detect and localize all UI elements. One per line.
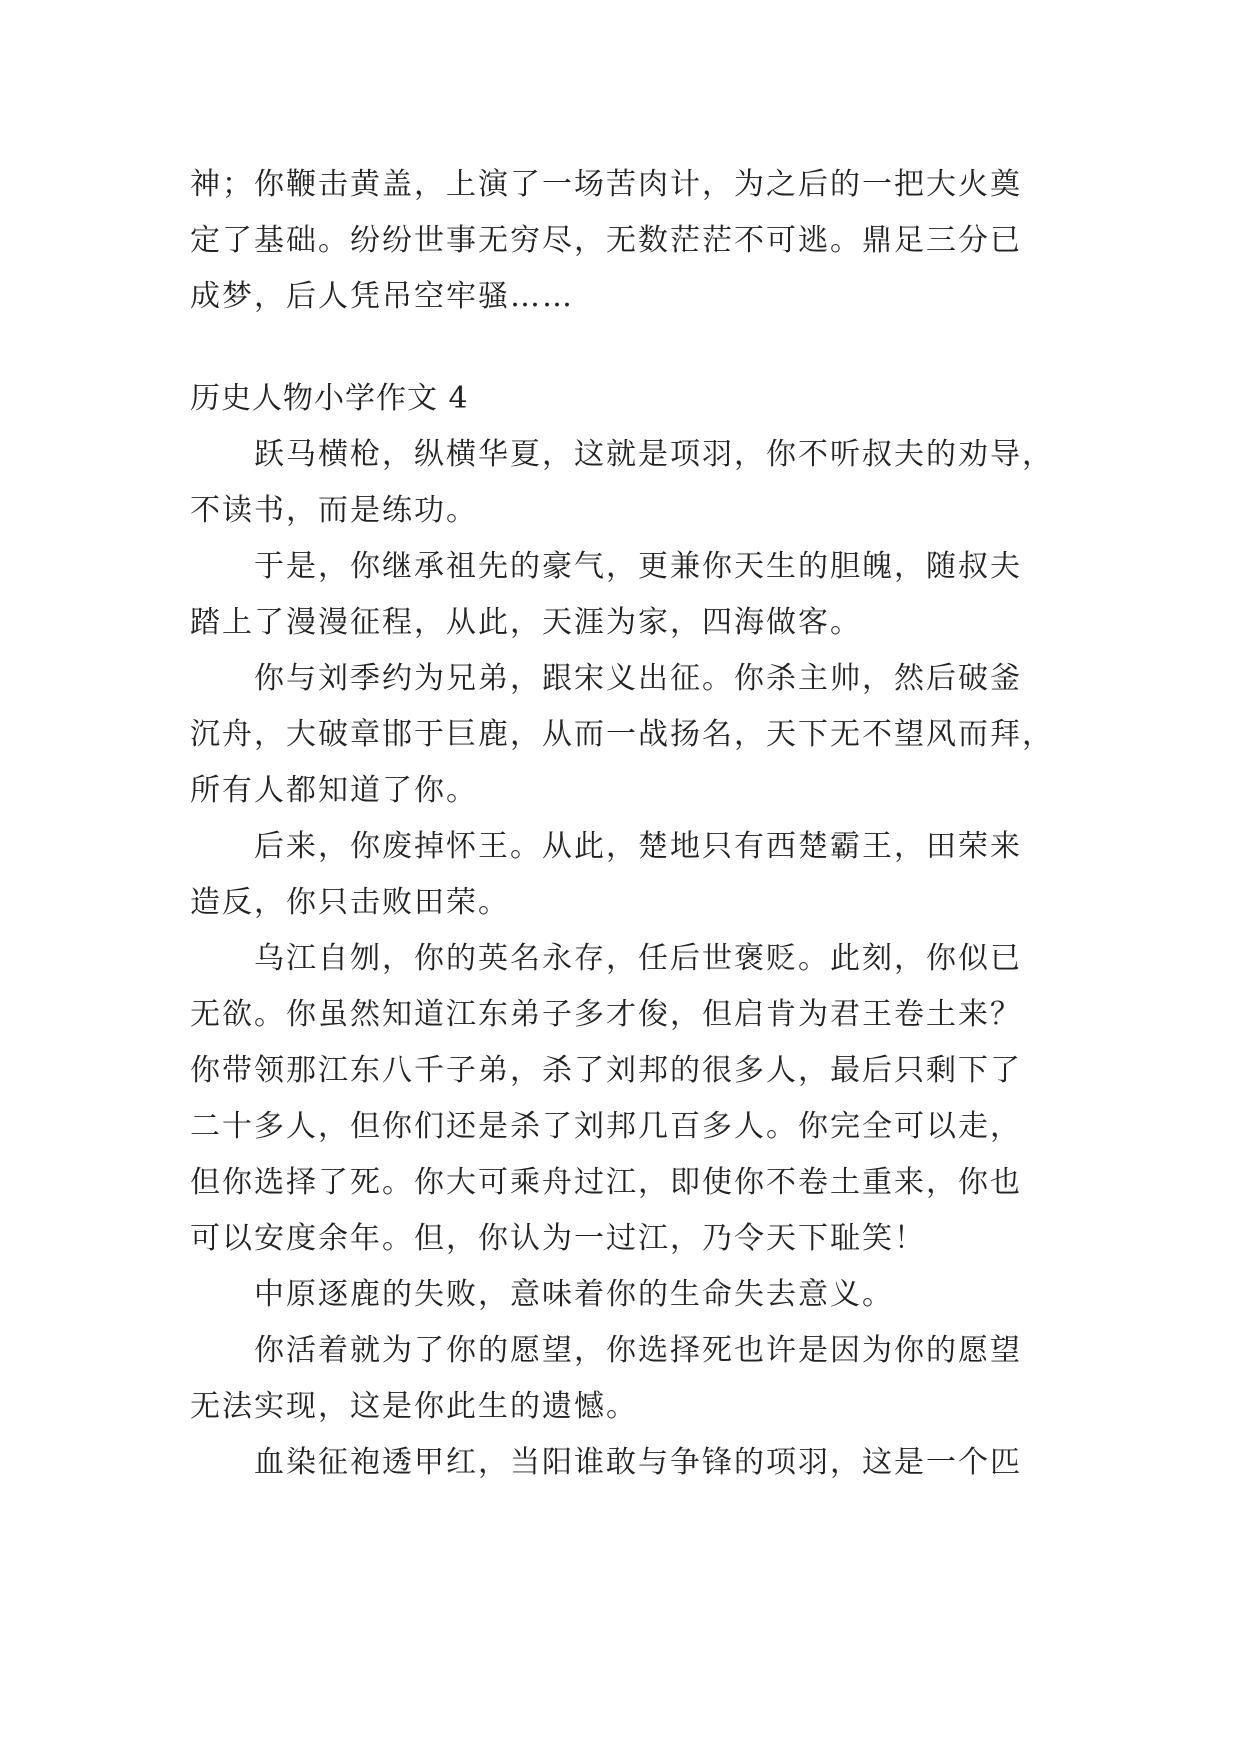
text-line: 血染征袍透甲红，当阳谁敢与争锋的项羽，这是一个匹	[254, 1445, 1022, 1480]
text-line: 乌江自刎，你的英名永存，任后世褒贬。此刻，你似已	[254, 941, 1022, 976]
text-line: 二十多人，但你们还是杀了刘邦几百多人。你完全可以走，	[190, 1109, 1022, 1144]
section-heading: 历史人物小学作文 4	[190, 381, 469, 416]
text-line: 造反，你只击败田荣。	[190, 885, 510, 920]
text-line: 你与刘季约为兄弟，跟宋义出征。你杀主帅，然后破釜	[254, 661, 1022, 696]
text-line: 于是，你继承祖先的豪气，更兼你天生的胆魄，随叔夫	[254, 549, 1022, 584]
text-line: 后来，你废掉怀王。从此，楚地只有西楚霸王，田荣来	[254, 829, 1022, 864]
text-line: 可以安度余年。但，你认为一过江，乃令天下耻笑！	[190, 1221, 926, 1256]
text-line: 踏上了漫漫征程，从此，天涯为家，四海做客。	[190, 605, 862, 640]
text-line: 无法实现，这是你此生的遗憾。	[190, 1389, 638, 1424]
text-line: 定了基础。纷纷世事无穷尽，无数茫茫不可逃。鼎足三分已	[190, 223, 1022, 258]
text-line: 你活着就为了你的愿望，你选择死也许是因为你的愿望	[254, 1333, 1022, 1368]
text-line: 不读书，而是练功。	[190, 493, 478, 528]
text-line: 但你选择了死。你大可乘舟过江，即使你不卷土重来，你也	[190, 1165, 1022, 1200]
text-line: 跃马横枪，纵横华夏，这就是项羽，你不听叔夫的劝导，	[254, 437, 1054, 472]
text-line: 成梦，后人凭吊空牢骚……	[190, 279, 574, 314]
essay-body	[190, 427, 1070, 1491]
text-line: 中原逐鹿的失败，意味着你的生命失去意义。	[254, 1277, 894, 1312]
intro-paragraph	[190, 157, 1070, 325]
text-line: 神；你鞭击黄盖，上演了一场苦肉计，为之后的一把大火奠	[190, 167, 1022, 202]
text-line: 无欲。你虽然知道江东弟子多才俊，但启肯为君王卷土来？	[190, 997, 1022, 1032]
document-body	[190, 157, 1070, 1491]
text-line: 沉舟，大破章邯于巨鹿，从而一战扬名，天下无不望风而拜，	[190, 717, 1054, 752]
text-line: 所有人都知道了你。	[190, 773, 478, 808]
text-line: 你带领那江东八千子弟，杀了刘邦的很多人，最后只剩下了	[190, 1053, 1022, 1088]
